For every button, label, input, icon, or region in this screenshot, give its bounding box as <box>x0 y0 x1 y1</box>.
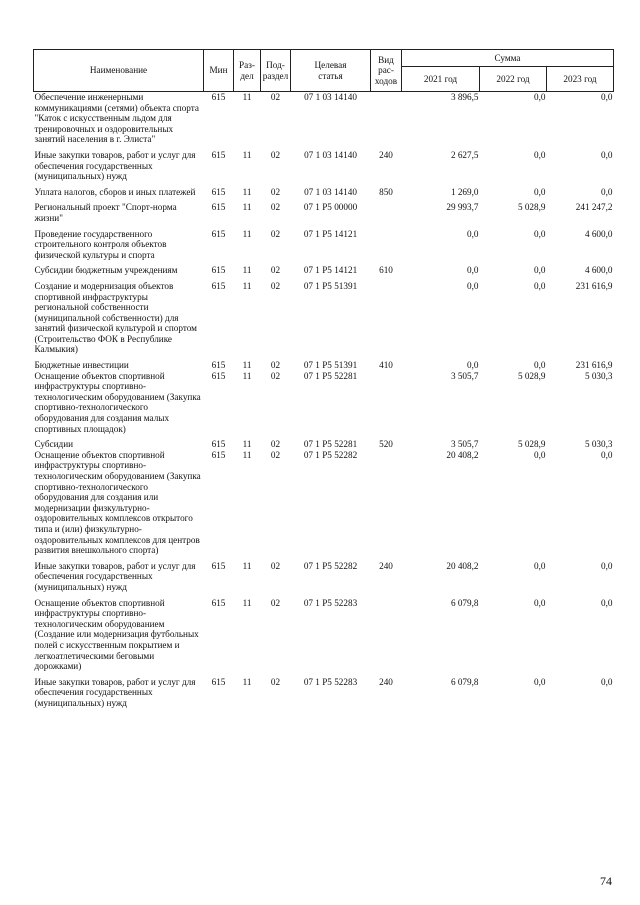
row-podrazdel: 02 <box>270 280 281 291</box>
row-podrazdel: 02 <box>270 228 281 239</box>
header-vid: Вид рас- ходов <box>371 50 402 92</box>
table-row <box>34 360 614 371</box>
row-vid: 240 <box>379 676 393 687</box>
row-sum-2022: 0,0 <box>534 676 546 687</box>
row-celevaya: 07 1 03 14140 <box>304 92 357 102</box>
row-sum-2022: 0,0 <box>534 265 546 276</box>
row-sum-2021: 20 408,2 <box>446 560 479 571</box>
row-sum-2023: 241 247,2 <box>575 202 613 213</box>
row-name: Субсидии бюджетным учреждениям <box>34 265 178 276</box>
row-sum-2022: 0,0 <box>534 360 546 371</box>
row-sum-2023: 0,0 <box>601 149 613 160</box>
row-vid <box>371 450 402 561</box>
row-sum-2022: 5 028,9 <box>517 439 546 450</box>
row-vid <box>371 202 402 228</box>
header-2023: 2023 год <box>547 67 614 92</box>
row-sum-2023: 231 616,9 <box>575 360 613 371</box>
row-name: Оснащение объектов спортивной инфраструктуры спортивно-технологическим оборудованием (Закупка спортивно-технологического оборудования для создания или модернизации физкультурно-оздоровительных комплексов открытого типа и (или) физкультурно-оздоровительных комплексов для центров развития внешкольного спорта) <box>34 449 201 556</box>
row-sum-2023: 0,0 <box>601 597 613 608</box>
row-name: Бюджетные инвестиции <box>34 360 129 371</box>
row-razdel: 11 <box>242 202 252 213</box>
row-razdel: 11 <box>242 280 252 291</box>
row-sum-2023: 5 030,3 <box>584 370 613 381</box>
row-sum-2023: 4 600,0 <box>584 228 613 239</box>
row-name: Иные закупки товаров, работ и услуг для обеспечения государственных (муниципальных) нужд <box>34 149 196 182</box>
row-sum-2023: 0,0 <box>601 186 613 197</box>
row-vid: 410 <box>379 360 393 371</box>
row-razdel: 11 <box>242 439 252 450</box>
row-vid <box>371 598 402 677</box>
row-celevaya: 07 1 P5 00000 <box>303 202 358 213</box>
row-podrazdel: 02 <box>270 449 281 460</box>
page-number: 74 <box>600 874 612 888</box>
row-name: Обеспечение инженерными коммуникациями (сетями) объекта спорта "Каток с искусственным льдом для тренировочных и оздоровительных занятий населения в г. Элиста" <box>34 92 199 145</box>
row-sum-2022: 0,0 <box>534 228 546 239</box>
table-body <box>34 92 614 714</box>
row-vid: 520 <box>379 439 393 450</box>
table-row <box>34 187 614 203</box>
row-name: Оснащение объектов спортивной инфраструктуры спортивно-технологическим оборудованием (Создание или модернизация футбольных полей с искусственным покрытием и легкоатлетическими беговыми дорожками) <box>34 597 199 672</box>
row-podrazdel: 02 <box>270 202 281 213</box>
row-razdel: 11 <box>242 560 252 571</box>
table-row <box>34 439 614 450</box>
row-celevaya: 07 1 03 14140 <box>304 149 357 160</box>
row-sum-2021: 6 079,8 <box>450 676 479 687</box>
row-sum-2023: 4 600,0 <box>584 265 613 276</box>
row-podrazdel: 02 <box>270 149 281 160</box>
row-min: 615 <box>211 92 226 102</box>
row-vid: 240 <box>379 149 393 160</box>
row-vid: 240 <box>379 560 393 571</box>
header-2021: 2021 год <box>402 67 480 92</box>
row-sum-2022: 0,0 <box>534 186 546 197</box>
row-sum-2021: 2 627,5 <box>450 149 479 160</box>
row-celevaya: 07 1 P5 51391 <box>303 280 358 291</box>
row-sum-2023: 231 616,9 <box>575 280 613 291</box>
header-razdel: Раз- дел <box>234 50 261 92</box>
row-sum-2022: 0,0 <box>534 597 546 608</box>
row-vid: 850 <box>379 186 393 197</box>
row-razdel: 11 <box>242 370 252 381</box>
row-sum-2023: 0,0 <box>601 676 613 687</box>
row-sum-2021: 3 505,7 <box>450 370 479 381</box>
table-row <box>34 450 614 561</box>
row-celevaya: 07 1 P5 52282 <box>303 449 358 460</box>
row-podrazdel: 02 <box>270 360 281 371</box>
table-header <box>34 50 614 92</box>
row-min: 615 <box>211 560 226 571</box>
row-sum-2022: 0,0 <box>534 92 546 102</box>
row-podrazdel: 02 <box>270 560 281 571</box>
row-sum-2021: 0,0 <box>467 280 479 291</box>
table-row <box>34 598 614 677</box>
row-sum-2021: 1 269,0 <box>450 186 479 197</box>
row-podrazdel: 02 <box>270 439 281 450</box>
row-razdel: 11 <box>242 360 252 371</box>
row-celevaya: 07 1 P5 52281 <box>303 370 358 381</box>
row-razdel: 11 <box>242 597 252 608</box>
row-podrazdel: 02 <box>270 370 281 381</box>
row-celevaya: 07 1 P5 52282 <box>303 560 358 571</box>
row-vid <box>371 92 402 150</box>
row-razdel: 11 <box>242 449 252 460</box>
row-min: 615 <box>211 449 226 460</box>
row-min: 615 <box>211 370 226 381</box>
table-row <box>34 92 614 150</box>
budget-table <box>33 49 614 713</box>
row-sum-2023: 5 030,3 <box>584 439 613 450</box>
row-min: 615 <box>211 228 226 239</box>
row-vid: 610 <box>379 265 393 276</box>
row-sum-2022: 5 028,9 <box>517 370 546 381</box>
row-celevaya: 07 1 P5 14121 <box>303 228 358 239</box>
row-sum-2021: 3 505,7 <box>450 439 479 450</box>
row-razdel: 11 <box>242 186 252 197</box>
header-podrazdel: Под- раздел <box>261 50 291 92</box>
row-razdel: 11 <box>242 149 252 160</box>
row-podrazdel: 02 <box>270 92 281 102</box>
row-sum-2021: 6 079,8 <box>450 597 479 608</box>
table-row <box>34 371 614 440</box>
row-min: 615 <box>211 265 226 276</box>
header-min: Мин <box>204 50 234 92</box>
row-celevaya: 07 1 P5 52283 <box>303 597 358 608</box>
table-row <box>34 150 614 187</box>
row-min: 615 <box>211 149 226 160</box>
row-celevaya: 07 1 03 14140 <box>304 186 357 197</box>
row-sum-2021: 20 408,2 <box>446 449 479 460</box>
header-celevaya: Целевая статья <box>291 50 371 92</box>
row-celevaya: 07 1 P5 14121 <box>303 265 358 276</box>
row-sum-2022: 0,0 <box>534 560 546 571</box>
row-min: 615 <box>211 186 226 197</box>
row-name: Иные закупки товаров, работ и услуг для обеспечения государственных (муниципальных) нужд <box>34 676 196 708</box>
row-sum-2022: 0,0 <box>534 149 546 160</box>
table-row <box>34 265 614 281</box>
row-name: Проведение государственного строительного контроля объектов физической культуры и спорта <box>34 228 167 260</box>
row-sum-2022: 0,0 <box>534 449 546 460</box>
row-sum-2021: 0,0 <box>467 265 479 276</box>
row-vid <box>371 371 402 440</box>
table-row <box>34 202 614 228</box>
row-podrazdel: 02 <box>270 676 281 687</box>
row-celevaya: 07 1 P5 51391 <box>303 360 358 371</box>
row-name: Уплата налогов, сборов и иных платежей <box>34 186 196 197</box>
row-razdel: 11 <box>242 676 252 687</box>
row-vid <box>371 281 402 360</box>
row-razdel: 11 <box>242 228 252 239</box>
row-sum-2021: 0,0 <box>467 228 479 239</box>
row-sum-2023: 0,0 <box>601 449 613 460</box>
table-row <box>34 561 614 598</box>
row-razdel: 11 <box>242 265 252 276</box>
row-name: Региональный проект "Спорт-норма жизни" <box>34 202 177 223</box>
row-name: Субсидии <box>34 439 74 450</box>
row-name: Иные закупки товаров, работ и услуг для обеспечения государственных (муниципальных) нужд <box>34 560 196 592</box>
row-sum-2021: 29 993,7 <box>446 202 479 213</box>
row-sum-2022: 0,0 <box>534 280 546 291</box>
row-min: 615 <box>211 360 226 371</box>
row-name: Создание и модернизация объектов спортивной инфраструктуры региональной собственности (муниципальной собственности) для занятий физической культурой и спортом (Строительство ФОК в Республике Калмыкия) <box>34 280 197 355</box>
table-row <box>34 281 614 360</box>
row-podrazdel: 02 <box>270 265 281 276</box>
table-row <box>34 677 614 714</box>
header-name: Наименование <box>34 50 204 92</box>
row-celevaya: 07 1 P5 52283 <box>303 676 358 687</box>
header-2022: 2022 год <box>480 67 547 92</box>
row-podrazdel: 02 <box>270 186 281 197</box>
row-sum-2021: 3 896,5 <box>450 92 479 102</box>
table-row <box>34 229 614 266</box>
row-name: Оснащение объектов спортивной инфраструктуры спортивно-технологическим оборудованием (Закупка спортивно-технологического оборудования для создания малых спортивных площадок) <box>34 370 201 434</box>
row-celevaya: 07 1 P5 52281 <box>303 439 358 450</box>
row-min: 615 <box>211 676 226 687</box>
row-min: 615 <box>211 597 226 608</box>
row-razdel: 11 <box>242 92 252 102</box>
row-vid <box>371 229 402 266</box>
row-sum-2023: 0,0 <box>601 560 613 571</box>
row-sum-2022: 5 028,9 <box>517 202 546 213</box>
row-min: 615 <box>211 280 226 291</box>
row-sum-2021: 0,0 <box>467 360 479 371</box>
row-sum-2023: 0,0 <box>601 92 613 102</box>
row-min: 615 <box>211 439 226 450</box>
row-podrazdel: 02 <box>270 597 281 608</box>
header-summa: Сумма <box>402 50 614 67</box>
row-min: 615 <box>211 202 226 213</box>
